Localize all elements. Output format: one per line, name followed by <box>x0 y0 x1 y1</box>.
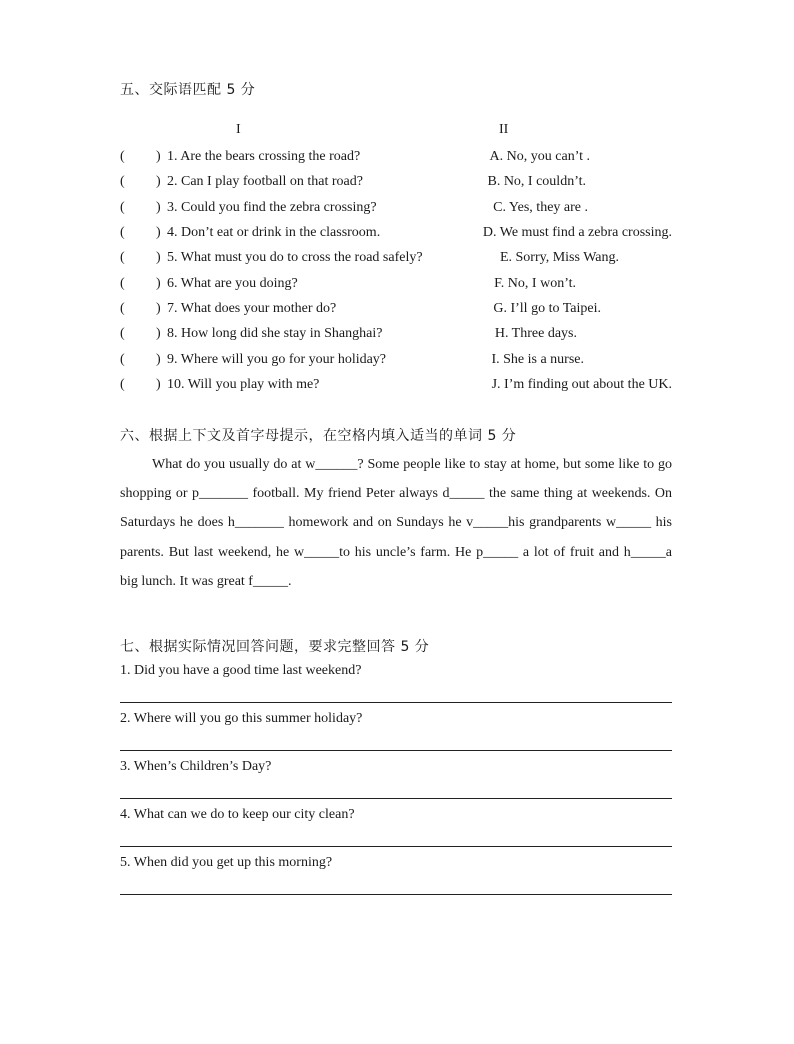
match-question: 9. Where will you go for your holiday? <box>167 352 387 367</box>
answer-blank-close: ) <box>156 301 161 316</box>
match-row <box>120 276 672 298</box>
match-question: 8. How long did she stay in Shanghai? <box>167 326 383 341</box>
cloze-passage: What do you usually do at w______? Some people like to stay at home, but some like to go shopping or p_______ football. My friend Peter always d_____ the same thing at weekends. On Saturdays he does h_______ homework and on Sundays he v_____his grandparents w_____ his parents. But last weekend, he w_____to his uncle’s farm. He p_____ a lot of fruit and h_____a big lunch. It was great f_____. <box>120 457 672 589</box>
match-answer: J. I’m finding out about the UK. <box>491 377 672 392</box>
question-2: 2. Where will you go this summer holiday? <box>120 711 363 726</box>
answer-blank-open[interactable]: ( <box>120 174 125 189</box>
question-4: 4. What can we do to keep our city clean? <box>120 807 355 822</box>
match-row <box>120 352 672 374</box>
match-row <box>120 377 672 399</box>
cloze-passage-block <box>120 450 672 596</box>
answer-line-2[interactable] <box>120 750 672 751</box>
match-answer: E. Sorry, Miss Wang. <box>499 250 619 265</box>
match-row <box>120 301 672 323</box>
match-answer: I. She is a nurse. <box>491 352 584 367</box>
answer-blank-close: ) <box>156 225 161 240</box>
answer-blank-close: ) <box>156 250 161 265</box>
section-5-heading: 五、交际语匹配 5 分 <box>120 82 256 98</box>
answer-blank-open[interactable]: ( <box>120 225 125 240</box>
answer-line-5[interactable] <box>120 894 672 895</box>
section-7-heading: 七、根据实际情况回答问题，要求完整回答 5 分 <box>120 639 430 655</box>
section-6-heading: 六、根据上下文及首字母提示，在空格内填入适当的单词 5 分 <box>120 428 517 444</box>
match-row <box>120 250 672 272</box>
match-question: 10. Will you play with me? <box>167 377 320 392</box>
match-answer: G. I’ll go to Taipei. <box>493 301 601 316</box>
answer-blank-open[interactable]: ( <box>120 301 125 316</box>
column-i-header: I <box>236 122 241 137</box>
answer-blank-open[interactable]: ( <box>120 200 125 215</box>
match-question: 7. What does your mother do? <box>167 301 337 316</box>
match-row <box>120 225 672 247</box>
match-question: 1. Are the bears crossing the road? <box>167 149 361 164</box>
match-row <box>120 149 672 171</box>
question-3: 3. When’s Children’s Day? <box>120 759 272 774</box>
answer-blank-close: ) <box>156 276 161 291</box>
match-answer: B. No, I couldn’t. <box>487 174 586 189</box>
match-answer: C. Yes, they are . <box>493 200 588 215</box>
match-answer: F. No, I won’t. <box>494 276 576 291</box>
match-answer: A. No, you can’t . <box>489 149 590 164</box>
match-row <box>120 200 672 222</box>
answer-blank-open[interactable]: ( <box>120 149 125 164</box>
answer-blank-open[interactable]: ( <box>120 352 125 367</box>
question-1: 1. Did you have a good time last weekend? <box>120 663 362 678</box>
match-row <box>120 174 672 196</box>
match-question: 2. Can I play football on that road? <box>167 174 363 189</box>
answer-blank-close: ) <box>156 174 161 189</box>
answer-line-1[interactable] <box>120 702 672 703</box>
match-question: 6. What are you doing? <box>167 276 298 291</box>
match-answer: H. Three days. <box>494 326 577 341</box>
answer-blank-close: ) <box>156 326 161 341</box>
column-ii-header: II <box>499 122 509 137</box>
answer-blank-open[interactable]: ( <box>120 276 125 291</box>
answer-line-3[interactable] <box>120 798 672 799</box>
answer-blank-close: ) <box>156 149 161 164</box>
match-row <box>120 326 672 348</box>
question-5: 5. When did you get up this morning? <box>120 855 333 870</box>
answer-blank-open[interactable]: ( <box>120 326 125 341</box>
answer-blank-close: ) <box>156 200 161 215</box>
answer-line-4[interactable] <box>120 846 672 847</box>
answer-blank-open[interactable]: ( <box>120 377 125 392</box>
match-answer: D. We must find a zebra crossing. <box>482 225 672 240</box>
answer-blank-close: ) <box>156 352 161 367</box>
answer-blank-open[interactable]: ( <box>120 250 125 265</box>
answer-blank-close: ) <box>156 377 161 392</box>
match-question: 3. Could you find the zebra crossing? <box>167 200 377 215</box>
match-question: 4. Don’t eat or drink in the classroom. <box>167 225 381 240</box>
match-question: 5. What must you do to cross the road safely? <box>167 250 423 265</box>
